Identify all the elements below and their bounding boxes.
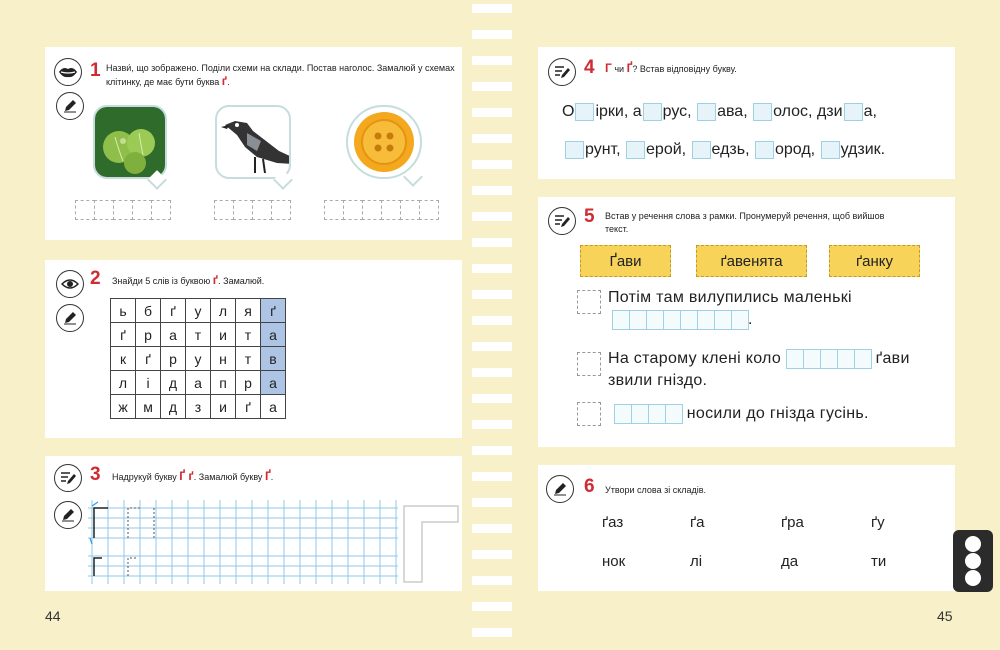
sentence-number-box[interactable] [577, 402, 601, 426]
word-part: ород, [775, 141, 816, 158]
notebook-pencil-icon [54, 464, 82, 492]
grid-cell-highlighted[interactable]: в [261, 347, 286, 371]
frame-word-1[interactable]: Ґави [580, 245, 671, 277]
syllable[interactable]: лі [690, 553, 703, 570]
lips-icon [54, 58, 82, 86]
writing-grid[interactable] [88, 500, 398, 584]
grid-cell-highlighted[interactable]: а [261, 371, 286, 395]
syllable[interactable]: ґа [690, 514, 705, 531]
grid-cell[interactable]: у [186, 299, 211, 323]
syllable[interactable]: нок [602, 553, 626, 570]
grid-cell[interactable]: и [211, 395, 236, 419]
grid-cell[interactable]: ґ [236, 395, 261, 419]
letter-gap[interactable] [692, 141, 711, 159]
syllable[interactable]: ґаз [602, 514, 624, 531]
task-1-letter: ґ [221, 74, 228, 88]
task-3-instruction [112, 470, 412, 484]
grid-cell[interactable]: д [161, 395, 186, 419]
task-6-number: 6 [584, 476, 595, 497]
grid-cell[interactable]: м [136, 395, 161, 419]
sentence-2-text-c: звили гніздо. [608, 372, 708, 389]
grid-cell[interactable]: ь [111, 299, 136, 323]
task-4-line-1 [562, 103, 877, 121]
task-4-letter-a: Г [605, 61, 612, 75]
sentence-2 [608, 348, 938, 392]
word-part: а, [863, 103, 877, 120]
book-spine [472, 0, 512, 650]
syllable-scheme-2[interactable] [214, 200, 290, 220]
grid-cell[interactable]: а [186, 371, 211, 395]
sentence-1-text: Потім там вилупились маленькі [608, 289, 852, 306]
task-2-instruction [112, 274, 412, 288]
task-3-number: 3 [90, 464, 101, 485]
gooseberry-picture [93, 105, 167, 179]
grid-cell[interactable]: у [186, 347, 211, 371]
letter-gap[interactable] [643, 103, 662, 121]
task-4-text: ? Встав відповідну букву. [632, 64, 737, 74]
grid-cell[interactable]: т [236, 347, 261, 371]
crow-picture [215, 105, 291, 179]
sentence-2-text: На старому клені коло [608, 350, 782, 367]
sentence-1 [608, 287, 928, 331]
pencil-icon [56, 92, 84, 120]
task-2-number: 2 [90, 268, 101, 289]
grid-cell-highlighted[interactable]: ґ [261, 299, 286, 323]
word-search-grid [110, 298, 286, 419]
task-2-end: . [218, 276, 221, 286]
word-part: рус, [662, 103, 692, 120]
letter-gap[interactable] [626, 141, 645, 159]
task-3-text: Надрукуй букву [112, 472, 177, 482]
syllable[interactable]: ґу [871, 514, 885, 531]
word-part: О [562, 103, 575, 120]
task-2-end2: Замалюй. [223, 276, 265, 286]
letter-gap[interactable] [565, 141, 584, 159]
grid-cell[interactable]: т [236, 323, 261, 347]
grid-cell[interactable]: д [161, 371, 186, 395]
task-4-number: 4 [584, 57, 595, 78]
task-4-letter-b: Ґ [626, 61, 633, 75]
syllable[interactable]: да [781, 553, 799, 570]
word-part: ава, [717, 103, 748, 120]
letter-gap[interactable] [697, 103, 716, 121]
grid-cell[interactable]: а [261, 395, 286, 419]
sentence-number-box[interactable] [577, 352, 601, 376]
grid-cell[interactable]: з [186, 395, 211, 419]
pencil-icon [546, 475, 574, 503]
task-4-or: чи [614, 64, 625, 74]
pencil-icon [56, 304, 84, 332]
task-1-number: 1 [90, 60, 101, 81]
grid-cell[interactable]: п [211, 371, 236, 395]
answer-boxes[interactable] [614, 404, 682, 424]
grid-cell[interactable]: т [186, 323, 211, 347]
word-part: едзь, [711, 141, 750, 158]
word-part: олос, дзи [773, 103, 843, 120]
sentence-1-end: . [748, 311, 753, 328]
letter-gap[interactable] [755, 141, 774, 159]
task-1-instruction [106, 62, 456, 89]
sentence-3-text: носили до гнізда гусінь. [686, 405, 869, 422]
notebook-pencil-icon [548, 207, 576, 235]
task-2-letter: ґ [212, 273, 219, 287]
grid-cell[interactable]: к [111, 347, 136, 371]
grid-cell-highlighted[interactable]: а [261, 323, 286, 347]
grid-cell[interactable]: ж [111, 395, 136, 419]
syllable[interactable]: ґра [781, 514, 804, 531]
notebook-pencil-icon [548, 58, 576, 86]
word-part: удзик. [840, 141, 886, 158]
answer-boxes[interactable] [786, 349, 871, 369]
task-3-letter2: Ґ [264, 469, 271, 483]
grid-cell[interactable]: а [161, 323, 186, 347]
grid-cell[interactable]: р [161, 347, 186, 371]
grid-cell[interactable]: р [136, 323, 161, 347]
page-number-left: 44 [45, 608, 61, 624]
grid-cell[interactable]: ґ [161, 299, 186, 323]
task-3-end: . [270, 472, 274, 482]
frame-word-2[interactable]: ґавенята [696, 245, 807, 277]
grid-cell[interactable]: л [211, 299, 236, 323]
grid-cell[interactable]: н [211, 347, 236, 371]
eye-icon [56, 270, 84, 298]
pencil-icon [54, 501, 82, 529]
traffic-light-icon [953, 530, 993, 592]
grid-cell[interactable]: р [236, 371, 261, 395]
word-part: рунт, [585, 141, 621, 158]
page-number-right: 45 [937, 608, 953, 624]
letter-gap[interactable] [844, 103, 863, 121]
letter-outline[interactable] [400, 500, 460, 584]
task-4-line-2 [564, 141, 885, 159]
task-4-instruction [605, 62, 905, 76]
task-5-number: 5 [584, 206, 595, 227]
grid-cell[interactable]: і [136, 371, 161, 395]
task-3-text2: . Замалюй букву [193, 472, 263, 482]
answer-boxes[interactable] [612, 310, 748, 330]
syllable-scheme-3[interactable] [324, 200, 438, 220]
grid-cell[interactable]: и [211, 323, 236, 347]
task-3-letters: Ґ ґ [179, 469, 194, 483]
word-part: ірки, а [595, 103, 642, 120]
letter-gap[interactable] [753, 103, 772, 121]
letter-gap[interactable] [821, 141, 840, 159]
grid-cell[interactable]: ґ [136, 347, 161, 371]
task-2-text: Знайди 5 слів із буквою [112, 276, 211, 286]
word-part: ерой, [646, 141, 687, 158]
grid-cell[interactable]: я [236, 299, 261, 323]
grid-cell[interactable]: б [136, 299, 161, 323]
syllable[interactable]: ти [871, 553, 887, 570]
grid-cell[interactable]: л [111, 371, 136, 395]
sentence-3 [614, 403, 934, 425]
frame-word-3[interactable]: ґанку [829, 245, 920, 277]
sentence-2-text-b: ґави [875, 350, 910, 367]
syllable-scheme-1[interactable] [75, 200, 170, 220]
task-5-instruction: Встав у речення слова з рамки. Пронумеруй речення, щоб вийшов текст. [605, 211, 885, 234]
task-1-end: . [227, 77, 230, 87]
grid-cell[interactable]: ґ [111, 323, 136, 347]
letter-gap[interactable] [575, 103, 594, 121]
task-1-text: Назви́, що зображено. Поділи схеми на склади. Постав наголос. Замалюй у схемах клітинку, де має бути буква [106, 63, 455, 87]
task-6-instruction: Утвори слова зі складів. [605, 485, 707, 495]
sentence-number-box[interactable] [577, 290, 601, 314]
